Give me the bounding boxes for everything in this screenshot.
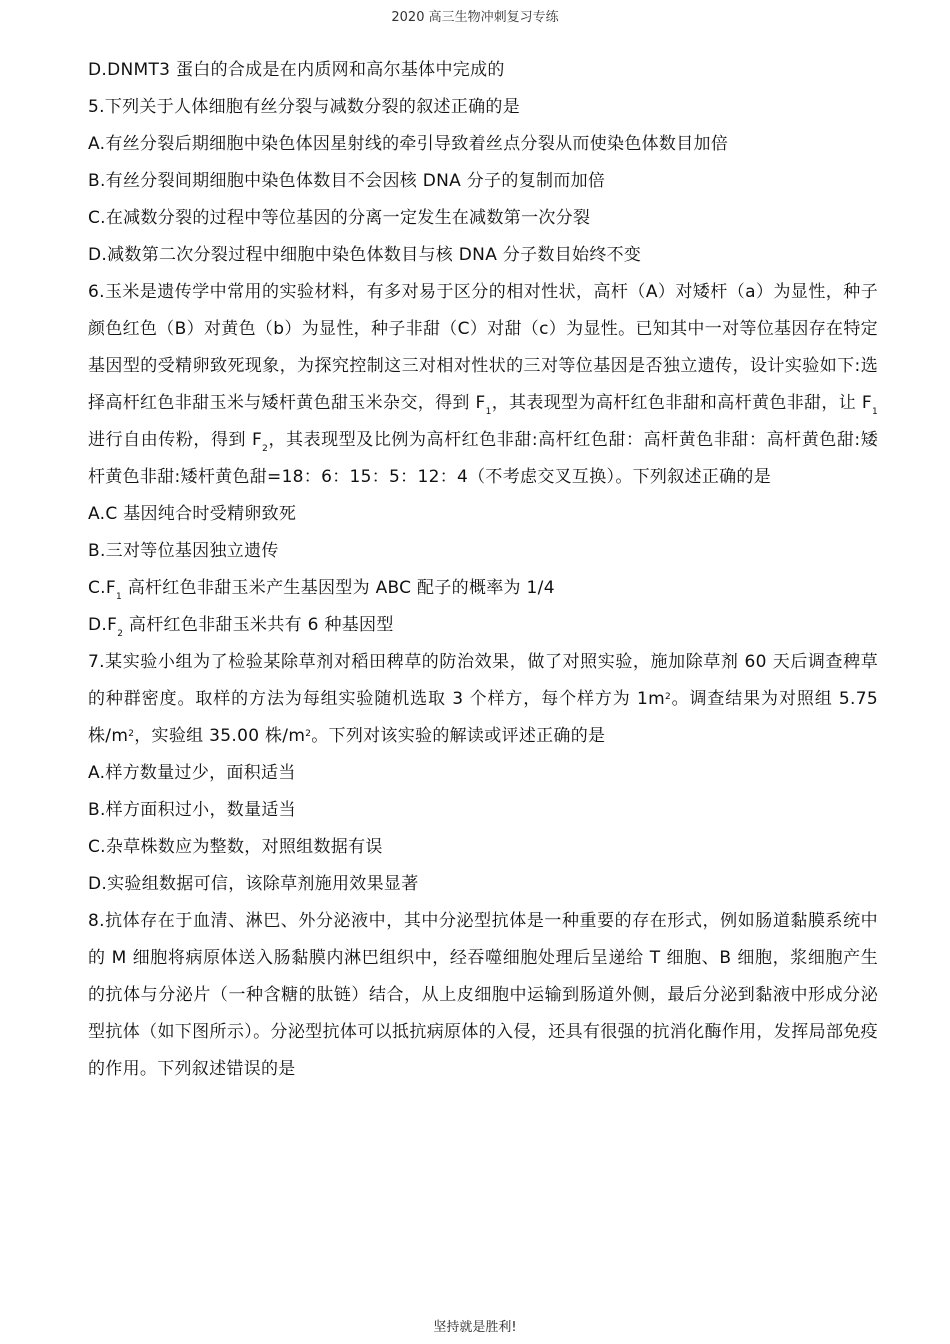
q6-text-1: 6.玉米是遗传学中常用的实验材料，有多对易于区分的相对性状，高杆（A）对矮杆（a）为显性，种子颜色红色（B）对黄色（b）为显性，种子非甜（C）对甜（c）为显性。已知其中一对等位基因存在特定基因型的受精卵致死现象，为探究控制这三对相对性状的三对等位基因是否独立遗传，设计实验如下:选择高杆红色非甜玉米与矮杆黄色甜玉米杂交，得到 F: [88, 282, 878, 413]
q4-option-d: D.DNMT3 蛋白的合成是在内质网和高尔基体中完成的: [88, 60, 505, 80]
q6d-subscript: 2: [117, 629, 124, 639]
q6-option-b: B.三对等位基因独立遗传: [88, 541, 279, 561]
q6-text-3: 进行自由传粉，得到 F: [88, 430, 263, 450]
q6-stem: [88, 274, 878, 496]
q6-option-a: A.C 基因纯合时受精卵致死: [88, 504, 297, 524]
q6d-pre: D.F: [88, 615, 118, 635]
q8-stem: 8.抗体存在于血清、淋巴、外分泌液中，其中分泌型抗体是一种重要的存在形式，例如肠道黏膜系统中的 M 细胞将病原体送入肠黏膜内淋巴组织中，经吞噬细胞处理后呈递给 T 细胞、B 细胞，浆细胞产生的抗体与分泌片（一种含糖的肽链）结合，从上皮细胞中运输到肠道外侧，最后分泌到黏液中形成分泌型抗体（如下图所示）。分泌型抗体可以抵抗病原体的入侵，还具有很强的抗消化酶作用，发挥局部免疫的作用。下列叙述错误的是: [88, 911, 878, 1079]
q6-text-4: ，其表现型及比例为高杆红色非甜:高杆红色甜：高杆黄色非甜：高杆黄色甜:矮杆黄色非甜:矮杆黄色甜=18：6：15：5：12：4（不考虑交叉互换）。下列叙述正确的是: [88, 430, 878, 487]
q7-option-b: B.样方面积过小，数量适当: [88, 800, 296, 820]
q5-option-b: B.有丝分裂间期细胞中染色体数目不会因核 DNA 分子的复制而加倍: [88, 171, 606, 191]
q6-option-d: [88, 607, 878, 644]
q6-subscript-1: 1: [485, 407, 492, 417]
q7-text-2: 。调查结果为对照组 5.75 株/m: [88, 689, 878, 746]
page-footer: 坚持就是胜利!: [433, 1320, 517, 1335]
q7-option-d: D.实验组数据可信，该除草剂施用效果显著: [88, 874, 419, 894]
q6d-post: 高杆红色非甜玉米共有 6 种基因型: [123, 615, 394, 635]
q7-option-a: A.样方数量过少，面积适当: [88, 763, 296, 783]
q7-text-1: 7.某实验小组为了检验某除草剂对稻田稗草的防治效果，做了对照实验，施加除草剂 60 天后调查稗草的种群密度。取样的方法为每组实验随机选取 3 个样方，每个样方为 1m: [88, 652, 878, 709]
q5-stem: 5.下列关于人体细胞有丝分裂与减数分裂的叙述正确的是: [88, 97, 521, 117]
q6-option-c: [88, 570, 878, 607]
q7-text-3: ，实验组 35.00 株/m: [134, 726, 306, 746]
q6c-pre: C.F: [88, 578, 116, 598]
document-body: [88, 52, 878, 1088]
q7-stem: [88, 644, 878, 755]
q6-subscript-3: 2: [262, 444, 269, 454]
page-header: 2020 高三生物冲刺复习专练: [391, 10, 559, 25]
q7-superscript-2: 2: [128, 729, 135, 739]
q6c-subscript: 1: [115, 592, 122, 602]
q6c-post: 高杆红色非甜玉米产生基因型为 ABC 配子的概率为 1/4: [121, 578, 555, 598]
q7-option-c: C.杂草株数应为整数，对照组数据有误: [88, 837, 383, 857]
q5-option-a: A.有丝分裂后期细胞中染色体因星射线的牵引导致着丝点分裂从而使染色体数目加倍: [88, 134, 729, 154]
q5-option-c: C.在减数分裂的过程中等位基因的分离一定发生在减数第一次分裂: [88, 208, 591, 228]
q7-text-4: 。下列对该实验的解读或评述正确的是: [311, 726, 606, 746]
q7-superscript-3: 2: [305, 729, 312, 739]
q6-text-2: ，其表现型为高杆红色非甜和高杆黄色非甜，让 F: [491, 393, 872, 413]
q6-subscript-2: 1: [871, 407, 878, 417]
q5-option-d: D.减数第二次分裂过程中细胞中染色体数目与核 DNA 分子数目始终不变: [88, 245, 642, 265]
q7-superscript-1: 2: [664, 692, 671, 702]
